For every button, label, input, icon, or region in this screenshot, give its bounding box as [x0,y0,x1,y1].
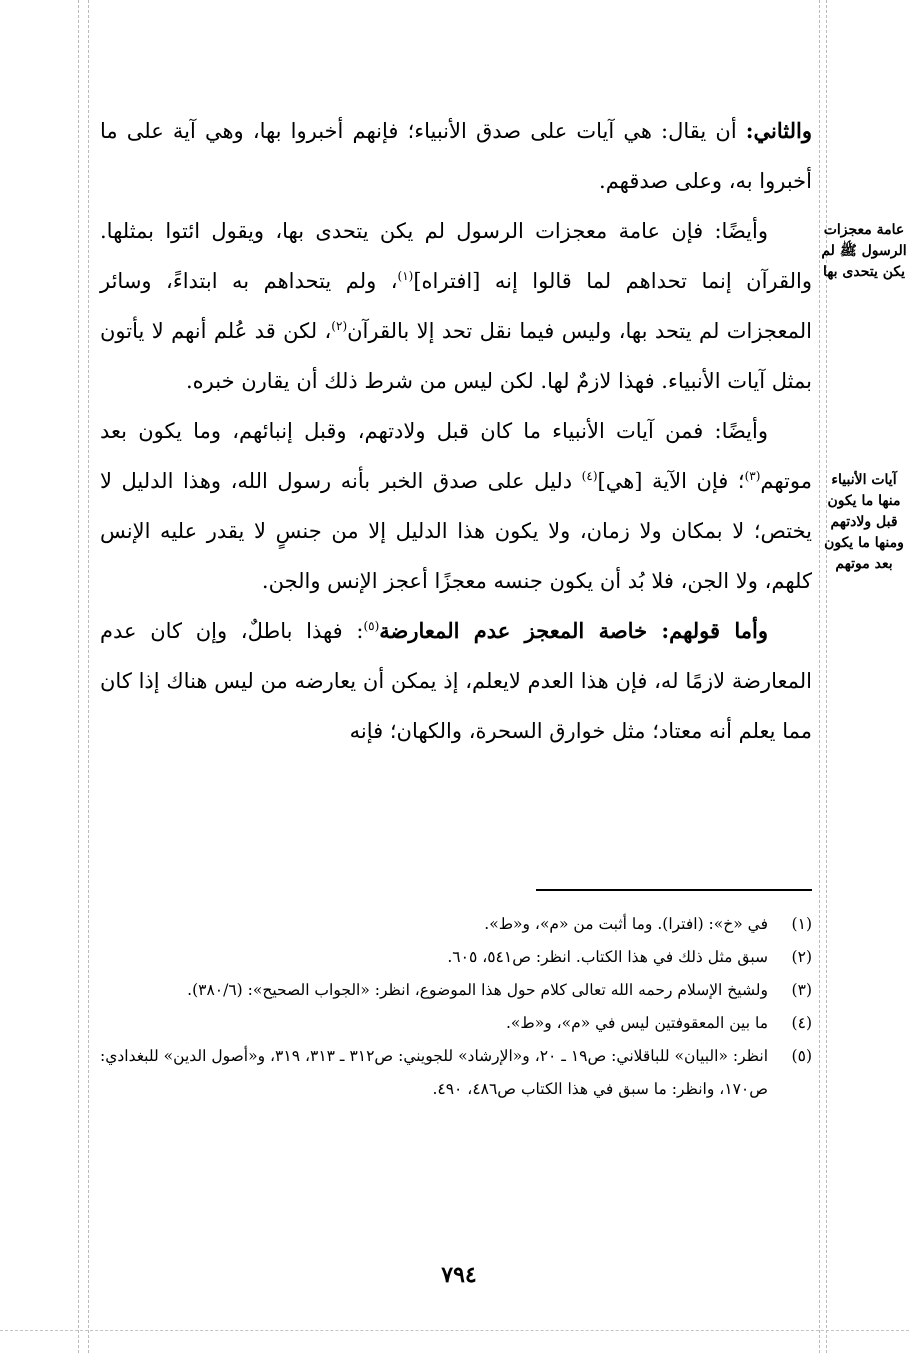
scan-guide-line-bottom [0,1330,909,1331]
margin-note-1: عامة معجزات الرسول ﷺ لم يكن يتحدى بها [821,222,907,280]
footnote-ref-5[interactable]: (٥) [363,619,380,633]
paragraph-2 [100,206,812,406]
paragraph-4 [100,606,812,756]
paragraph-3 [100,406,812,606]
footnote-text: ولشيخ الإسلام رحمه الله تعالى كلام حول هذا الموضوع، انظر: «الجواب الصحيح»: (٣٨٠/٦). [187,981,768,999]
footnote-2 [100,941,812,974]
scan-guide-line-right [819,0,820,1353]
page-number: ٧٩٤ [441,1262,477,1288]
footnote-3 [100,974,812,1007]
footnote-separator [536,889,812,891]
footnote-number: (٤) [791,1014,812,1032]
footnote-1 [100,908,812,941]
footnote-text: سبق مثل ذلك في هذا الكتاب. انظر: ص٥٤١، ٦٠٥. [447,948,768,966]
footnote-ref-1[interactable]: (١) [397,269,414,283]
paragraph-text: وأيضًا: فإن عامة معجزات الرسول لم يكن يتحدى بها، ويقول ائتوا بمثلها. والقرآن إنما تحداهم لما قالوا إنه [افتراه] [100,219,812,293]
footnotes [100,908,812,1106]
footnote-number: (٢) [791,948,812,966]
footnote-4 [100,1007,812,1040]
scan-guide-line-left [78,0,79,1353]
footnote-text: في «خ»: (افترا). وما أثبت من «م»، و«ط». [484,915,768,933]
paragraph-text: ، ولم يتحداهم به ابتداءً، وسائر المعجزات لم يتحد بها، وليس فيما نقل تحد إلا بالقرآن [100,269,812,343]
footnote-number: (٣) [791,981,812,999]
paragraph-text: ؛ فإن الآية [هي] [597,469,745,493]
paragraph-text: دليل على صدق الخبر بأنه رسول الله، وهذا الدليل لا يختص؛ لا بمكان ولا زمان، ولا يكون هذا الدليل إلا من جنسٍ لا يقدر عليه الإنس كلهم، ولا الجن، فلا بُد أن يكون جنسه معجزًا أعجز الإنس والجن. [100,469,812,593]
margin-note-2: آيات الأنبياء منها ما يكون قبل ولادتهم ومنها ما يكون بعد موتهم [824,472,904,572]
footnote-number: (٥) [791,1047,812,1065]
footnote-text: انظر: «البيان» للباقلاني: ص١٩ ـ ٢٠، و«الإرشاد» للجويني: ص٣١٢ ـ ٣١٣، ٣١٩، و«أصول الدين» للبغدادي: ص١٧٠، وانظر: ما سبق في هذا الكتاب ص٤٨٦، ٤٩٠. [100,1047,769,1098]
footnote-5 [100,1040,812,1106]
footnote-number: (١) [791,915,812,933]
paragraph-text: ، لكن قد عُلم أنهم لا يأتون بمثل آيات الأنبياء. فهذا لازمٌ لها. لكن ليس من شرط ذلك أن يقارن خبره. [100,319,812,393]
footnote-ref-4[interactable]: (٤) [581,469,598,483]
scan-guide-line-left-inner [88,0,89,1353]
paragraph-lead: والثاني: [745,118,812,143]
main-text [100,106,812,756]
paragraph-text: أن يقال: هي آيات على صدق الأنبياء؛ فإنهم أخبروا بها، وهي آية على ما أخبروا به، وعلى صدقهم. [100,119,812,193]
paragraph-text: : فهذا باطلٌ، وإن كان عدم المعارضة لازمًا له، فإن هذا العدم لايعلم، إذ يمكن أن يعارضه من ليس هناك إذا كان مما يعلم أنه معتاد؛ مثل خوارق السحرة، والكهان؛ فإنه [100,619,812,743]
paragraph-lead: وأما قولهم: خاصة المعجز عدم المعارضة [379,618,768,643]
footnote-ref-3[interactable]: (٣) [744,469,761,483]
footnote-ref-2[interactable]: (٢) [331,319,348,333]
scan-guide-line-right-inner [826,0,827,1353]
paragraph-text: وأيضًا: فمن آيات الأنبياء ما كان قبل ولادتهم، وقبل إنبائهم، وما يكون بعد موتهم [100,419,812,493]
paragraph-1 [100,106,812,206]
footnote-text: ما بين المعقوفتين ليس في «م»، و«ط». [505,1014,768,1032]
